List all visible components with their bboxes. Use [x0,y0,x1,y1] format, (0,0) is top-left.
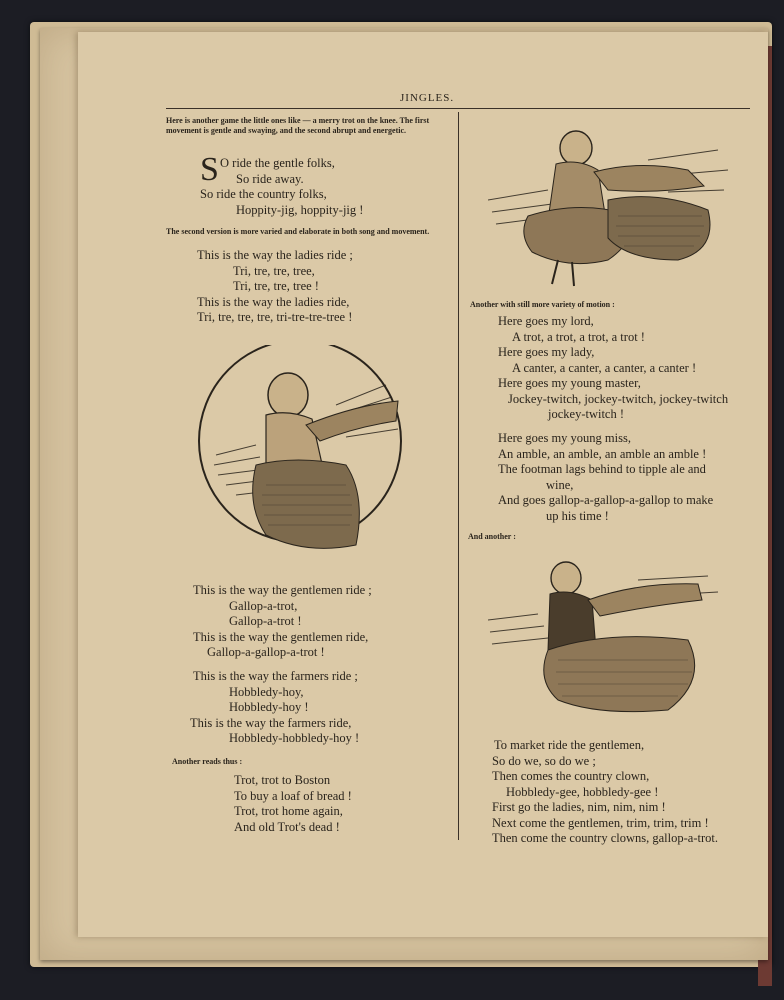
girl-legs [552,260,574,286]
adult-lap-boy [544,637,695,712]
page-header: JINGLES. [400,92,455,104]
adult-arms-boy [588,584,702,616]
header-rule [166,108,750,109]
girl-on-knee-illustration [488,120,732,290]
right-verse-2: Here goes my young miss, An amble, an amble, an amble an amble ! The footman lags behind to tipple ale and wine, And goes gallop-a-gallop-a-gallop to make up his time ! [498,431,714,523]
left-note-3: Another reads thus : [172,757,243,766]
boy-on-knee-illustration [488,560,728,718]
left-verse-2: This is the way the ladies ride ; Tri, tre, tre, tree, Tri, tre, tre, tree ! This is the way the ladies ride, Tri, tre, tre, tre, tri-tre-tre-tree ! [197,248,353,324]
left-note-2: The second version is more varied and elaborate in both song and movement. [166,227,430,236]
adult-arm [306,401,398,441]
adult-arms [594,165,704,191]
left-verse-3: This is the way the gentlemen ride ; Gallop-a-trot, Gallop-a-trot ! This is the way the gentlemen ride, Gallop-a-gallop-a-trot ! [193,583,372,659]
adult-lap [253,460,360,548]
right-note-2: And another : [468,532,516,541]
baby-on-knee-illustration [196,345,410,565]
column-divider [458,112,459,840]
left-verse-4: This is the way the farmers ride ; Hobbledy-hoy, Hobbledy-hoy ! This is the way the farmers ride, Hobbledy-hobbledy-hoy ! [190,669,360,745]
right-verse-1: Here goes my lord, A trot, a trot, a trot, a trot ! Here goes my lady, A canter, a canter, a canter, a canter ! Here goes my young master, Jockey-twitch, jockey-twitch, jockey-twitch jockey-twitch ! [498,314,729,421]
left-intro-note: Here is another game the little ones like — a merry trot on the knee. The first movement is gentle and swaying, and the second abrupt and energetic. [166,116,430,135]
right-verse-3: To market ride the gentlemen, So do we, so do we ; Then comes the country clown, Hobbledy-gee, hobbledy-gee ! First go the ladies, nim, nim, nim ! Next come the gentlemen, trim, trim, trim ! Then come the country clowns, gallop-a-trot. [492,738,718,845]
girl-head [560,131,592,165]
left-verse-1: S O ride the gentle folks, So ride away. So ride the country folks, Hoppity-jig, hoppity-jig ! [200,151,364,217]
baby-head [268,373,308,417]
left-verse-5: Trot, trot to Boston To buy a loaf of bread ! Trot, trot home again, And old Trot's dead ! [234,773,352,834]
right-note-1: Another with still more variety of motion : [470,300,615,309]
boy-head [551,562,581,594]
adult-lap-right [608,197,710,260]
drop-cap: S [200,151,219,188]
